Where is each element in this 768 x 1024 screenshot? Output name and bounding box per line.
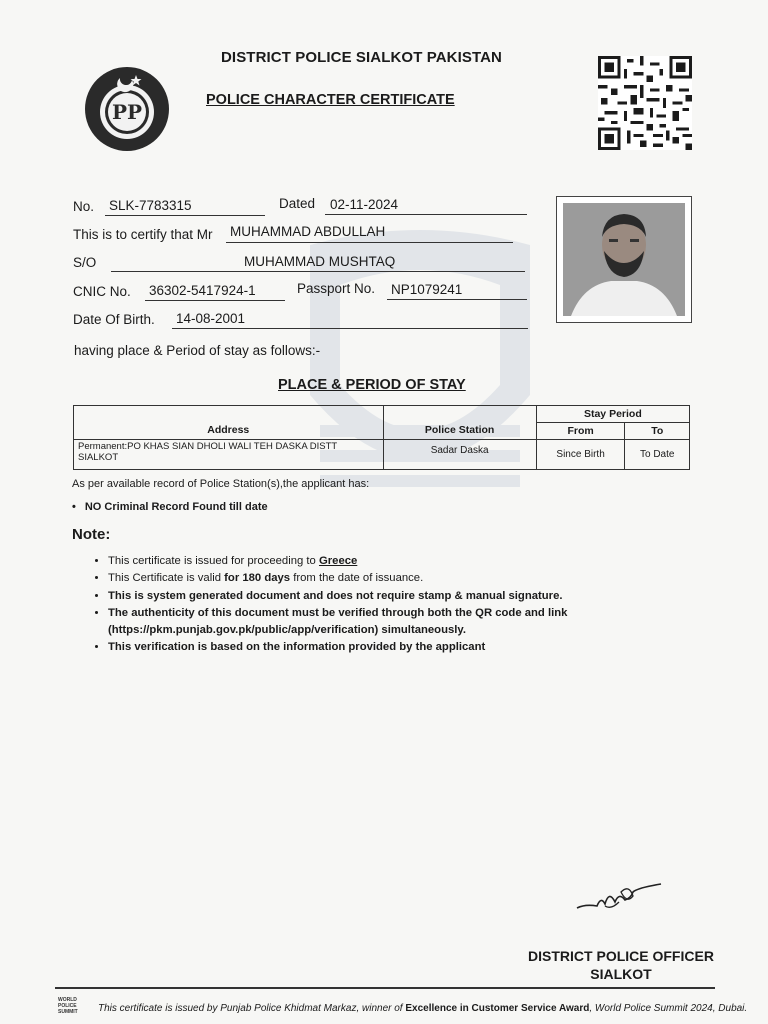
note-item <box>108 570 654 587</box>
dated-value: 02-11-2024 <box>330 197 399 212</box>
note-item-text: This Certificate is valid <box>108 572 225 585</box>
note-list <box>94 553 654 657</box>
record-item <box>72 501 268 513</box>
stay-table <box>73 405 690 470</box>
address-cell: Permanent:PO KHAS SIAN DHOLI WALI TEH DASKA DISTT SIALKOT <box>74 440 384 470</box>
dated-line <box>325 214 527 215</box>
note-item-text: from the date of issuance. <box>290 572 424 585</box>
officer-signature <box>575 878 665 918</box>
dob-label: Date Of Birth. <box>73 312 155 327</box>
footer-note <box>98 1003 747 1014</box>
department-title: DISTRICT POLICE SIALKOT PAKISTAN <box>221 49 502 66</box>
cnic-value: 36302-5417924-1 <box>149 283 256 298</box>
cnic-label: CNIC No. <box>73 284 131 299</box>
stay-section-title: PLACE & PERIOD OF STAY <box>278 377 466 393</box>
father-line <box>111 271 525 272</box>
father-name: MUHAMMAD MUSHTAQ <box>244 254 396 269</box>
applicant-photo <box>556 196 692 323</box>
police-station-cell: Sadar Daska <box>383 440 536 470</box>
applicant-name: MUHAMMAD ABDULLAH <box>230 224 386 239</box>
award-name: Excellence in Customer Service Award <box>405 1003 590 1014</box>
footer-divider <box>55 987 715 989</box>
destination-country: Greece <box>318 555 358 567</box>
certificate-no-line <box>105 215 265 216</box>
emblem-letters: PP <box>111 100 143 124</box>
certificate-no-value: SLK-7783315 <box>109 198 192 213</box>
certificate-no-label: No. <box>73 199 95 214</box>
note-item <box>108 553 654 570</box>
table-row <box>74 440 690 470</box>
footer-text: , World Police Summit 2024, Dubai. <box>589 1003 748 1014</box>
name-line <box>226 242 513 243</box>
to-cell: To Date <box>625 440 690 470</box>
son-of-label: S/O <box>73 255 97 270</box>
note-item-text: This certificate is issued for proceeding to <box>108 555 319 567</box>
qr-code-icon[interactable] <box>598 56 692 150</box>
note-item: • This verification is based on the information provided by the applicant <box>108 639 654 656</box>
world-police-summit-logo: WORLD POLICE SUMMIT <box>58 997 78 1015</box>
police-emblem-icon <box>84 66 170 152</box>
passport-value: NP1079241 <box>391 282 463 297</box>
note-item: • The authenticity of this document must be verified through both the QR code and link (https://pkm.punjab.gov.pk/public/app/verification) simultaneously. <box>108 605 654 640</box>
stay-intro: having place & Period of stay as follows:- <box>74 343 321 358</box>
dated-label: Dated <box>279 196 316 211</box>
from-cell: Since Birth <box>536 440 625 470</box>
address-header: Address <box>74 406 384 440</box>
note-title: Note: <box>72 526 111 543</box>
certify-label: This is to certify that Mr <box>73 227 213 242</box>
police-station-header: Police Station <box>383 406 536 440</box>
dob-value: 14-08-2001 <box>176 311 246 326</box>
passport-line <box>387 299 527 300</box>
passport-label: Passport No. <box>297 281 376 296</box>
footer-text: This certificate is issued by Punjab Police Khidmat Markaz, winner of <box>98 1003 406 1014</box>
validity-period: for 180 days <box>224 572 291 585</box>
from-header: From <box>536 423 625 440</box>
certificate-title: POLICE CHARACTER CERTIFICATE <box>206 92 455 108</box>
officer-district: SIALKOT <box>590 966 652 982</box>
issuing-officer <box>527 947 715 983</box>
stay-period-header: Stay Period <box>536 406 689 423</box>
cnic-line <box>145 300 285 301</box>
to-header: To <box>625 423 690 440</box>
dob-line <box>172 328 528 329</box>
note-item: • This is system generated document and does not require stamp & manual signature. <box>108 588 654 605</box>
officer-title: DISTRICT POLICE OFFICER <box>528 948 714 964</box>
bullet-icon: • <box>72 501 76 513</box>
record-item-text: NO Criminal Record Found till date <box>84 501 268 513</box>
record-intro: As per available record of Police Station(s),the applicant has: <box>72 478 370 490</box>
